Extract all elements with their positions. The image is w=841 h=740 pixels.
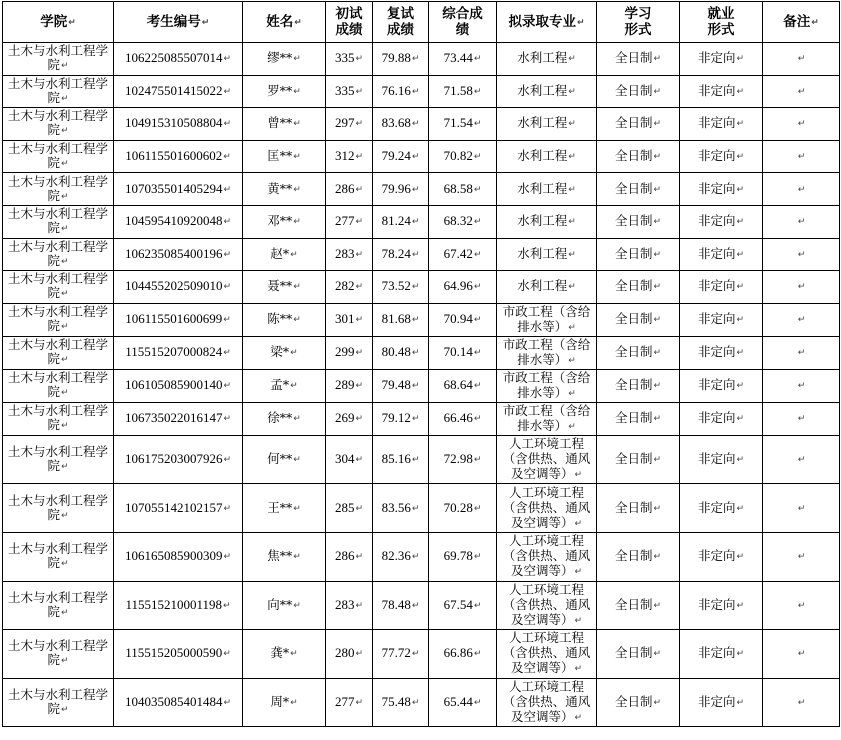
cell-name: 周*↵ — [243, 678, 326, 727]
cell-exam-id: 115515207000824↵ — [114, 336, 243, 369]
cell-name: 向**↵ — [243, 581, 326, 630]
cell-major: 水利工程↵ — [497, 173, 597, 206]
cell-employment-mode: 非定向↵ — [680, 402, 763, 435]
table-row — [3, 140, 840, 173]
cell-remark: ↵ — [763, 43, 840, 76]
header-exam-id: 考生编号↵ — [114, 2, 243, 43]
header-initial-score: 初试 成绩 — [326, 2, 373, 43]
cell-college: 土木与水利工程学院↵ — [3, 402, 114, 435]
table-row — [3, 173, 840, 206]
cell-remark: ↵ — [763, 108, 840, 141]
cell-college: 土木与水利工程学院↵ — [3, 205, 114, 238]
cell-name: 徐**↵ — [243, 402, 326, 435]
cell-total-score: 67.54↵ — [429, 581, 497, 630]
cell-retest-score: 78.24↵ — [373, 238, 429, 271]
cell-name: 陈**↵ — [243, 303, 326, 336]
cell-major: 人工环境工程（含供热、通风及空调等）↵ — [497, 581, 597, 630]
cell-remark: ↵ — [763, 402, 840, 435]
cell-initial-score: 297↵ — [326, 108, 373, 141]
cell-remark: ↵ — [763, 484, 840, 533]
cell-remark: ↵ — [763, 435, 840, 484]
cell-employment-mode: 非定向↵ — [680, 581, 763, 630]
cell-initial-score: 282↵ — [326, 271, 373, 304]
cell-major: 市政工程（含给排水等）↵ — [497, 336, 597, 369]
cell-study-mode: 全日制↵ — [597, 630, 680, 679]
cell-study-mode: 全日制↵ — [597, 108, 680, 141]
cell-employment-mode: 非定向↵ — [680, 271, 763, 304]
cell-exam-id: 107055142102157↵ — [114, 484, 243, 533]
cell-employment-mode: 非定向↵ — [680, 532, 763, 581]
table-row — [3, 271, 840, 304]
cell-college: 土木与水利工程学院↵ — [3, 336, 114, 369]
cell-college: 土木与水利工程学院↵ — [3, 140, 114, 173]
cell-exam-id: 106225085507014↵ — [114, 43, 243, 76]
cell-remark: ↵ — [763, 581, 840, 630]
cell-major: 市政工程（含给排水等）↵ — [497, 303, 597, 336]
table-row — [3, 532, 840, 581]
cell-initial-score: 301↵ — [326, 303, 373, 336]
cell-college: 土木与水利工程学院↵ — [3, 630, 114, 679]
cell-employment-mode: 非定向↵ — [680, 43, 763, 76]
cell-total-score: 70.94↵ — [429, 303, 497, 336]
cell-major: 人工环境工程（含供热、通风及空调等）↵ — [497, 484, 597, 533]
cell-retest-score: 79.88↵ — [373, 43, 429, 76]
cell-employment-mode: 非定向↵ — [680, 369, 763, 402]
cell-college: 土木与水利工程学院↵ — [3, 238, 114, 271]
table-row — [3, 484, 840, 533]
header-row — [3, 2, 840, 43]
cell-retest-score: 79.48↵ — [373, 369, 429, 402]
cell-retest-score: 82.36↵ — [373, 532, 429, 581]
cell-remark: ↵ — [763, 678, 840, 727]
cell-total-score: 70.14↵ — [429, 336, 497, 369]
table-row — [3, 630, 840, 679]
cell-study-mode: 全日制↵ — [597, 271, 680, 304]
cell-name: 曾**↵ — [243, 108, 326, 141]
cell-total-score: 69.78↵ — [429, 532, 497, 581]
cell-study-mode: 全日制↵ — [597, 581, 680, 630]
cell-exam-id: 104595410920048↵ — [114, 205, 243, 238]
cell-study-mode: 全日制↵ — [597, 43, 680, 76]
cell-exam-id: 104035085401484↵ — [114, 678, 243, 727]
header-study-mode: 学习 形式 — [597, 2, 680, 43]
cell-initial-score: 304↵ — [326, 435, 373, 484]
cell-retest-score: 85.16↵ — [373, 435, 429, 484]
cell-college: 土木与水利工程学院↵ — [3, 581, 114, 630]
cell-employment-mode: 非定向↵ — [680, 75, 763, 108]
cell-retest-score: 73.52↵ — [373, 271, 429, 304]
table-row — [3, 435, 840, 484]
cell-remark: ↵ — [763, 532, 840, 581]
cell-college: 土木与水利工程学院↵ — [3, 43, 114, 76]
cell-name: 赵*↵ — [243, 238, 326, 271]
header-retest-score: 复试 成绩 — [373, 2, 429, 43]
cell-employment-mode: 非定向↵ — [680, 108, 763, 141]
cell-retest-score: 83.68↵ — [373, 108, 429, 141]
cell-name: 焦**↵ — [243, 532, 326, 581]
cell-study-mode: 全日制↵ — [597, 75, 680, 108]
cell-remark: ↵ — [763, 205, 840, 238]
cell-total-score: 66.46↵ — [429, 402, 497, 435]
cell-major: 水利工程↵ — [497, 108, 597, 141]
cell-total-score: 66.86↵ — [429, 630, 497, 679]
cell-name: 缪**↵ — [243, 43, 326, 76]
cell-study-mode: 全日制↵ — [597, 140, 680, 173]
cell-college: 土木与水利工程学院↵ — [3, 75, 114, 108]
table-row — [3, 678, 840, 727]
table-row — [3, 581, 840, 630]
cell-initial-score: 312↵ — [326, 140, 373, 173]
cell-remark: ↵ — [763, 303, 840, 336]
cell-exam-id: 106735022016147↵ — [114, 402, 243, 435]
cell-major: 水利工程↵ — [497, 75, 597, 108]
cell-initial-score: 280↵ — [326, 630, 373, 679]
cell-employment-mode: 非定向↵ — [680, 140, 763, 173]
cell-study-mode: 全日制↵ — [597, 303, 680, 336]
cell-exam-id: 106105085900140↵ — [114, 369, 243, 402]
cell-college: 土木与水利工程学院↵ — [3, 678, 114, 727]
cell-total-score: 68.58↵ — [429, 173, 497, 206]
cell-initial-score: 286↵ — [326, 532, 373, 581]
cell-remark: ↵ — [763, 140, 840, 173]
cell-study-mode: 全日制↵ — [597, 402, 680, 435]
header-employment-mode: 就业 形式 — [680, 2, 763, 43]
cell-employment-mode: 非定向↵ — [680, 173, 763, 206]
header-remark: 备注↵ — [763, 2, 840, 43]
cell-name: 罗**↵ — [243, 75, 326, 108]
cell-exam-id: 104455202509010↵ — [114, 271, 243, 304]
cell-employment-mode: 非定向↵ — [680, 435, 763, 484]
cell-college: 土木与水利工程学院↵ — [3, 532, 114, 581]
cell-major: 水利工程↵ — [497, 271, 597, 304]
cell-retest-score: 76.16↵ — [373, 75, 429, 108]
cell-college: 土木与水利工程学院↵ — [3, 108, 114, 141]
header-college: 学院↵ — [3, 2, 114, 43]
cell-name: 孟*↵ — [243, 369, 326, 402]
cell-initial-score: 335↵ — [326, 75, 373, 108]
table-row — [3, 108, 840, 141]
cell-total-score: 73.44↵ — [429, 43, 497, 76]
cell-initial-score: 277↵ — [326, 205, 373, 238]
table-body — [3, 43, 840, 727]
cell-total-score: 71.58↵ — [429, 75, 497, 108]
cell-remark: ↵ — [763, 238, 840, 271]
cell-study-mode: 全日制↵ — [597, 238, 680, 271]
cell-exam-id: 107035501405294↵ — [114, 173, 243, 206]
cell-remark: ↵ — [763, 630, 840, 679]
cell-name: 王**↵ — [243, 484, 326, 533]
cell-study-mode: 全日制↵ — [597, 435, 680, 484]
cell-employment-mode: 非定向↵ — [680, 484, 763, 533]
cell-name: 黄**↵ — [243, 173, 326, 206]
cell-major: 水利工程↵ — [497, 205, 597, 238]
cell-initial-score: 286↵ — [326, 173, 373, 206]
cell-exam-id: 106165085900309↵ — [114, 532, 243, 581]
cell-major: 人工环境工程（含供热、通风及空调等）↵ — [497, 532, 597, 581]
cell-remark: ↵ — [763, 336, 840, 369]
cell-retest-score: 79.12↵ — [373, 402, 429, 435]
cell-exam-id: 104915310508804↵ — [114, 108, 243, 141]
cell-retest-score: 79.24↵ — [373, 140, 429, 173]
table-row — [3, 75, 840, 108]
cell-college: 土木与水利工程学院↵ — [3, 271, 114, 304]
cell-remark: ↵ — [763, 271, 840, 304]
table-row — [3, 205, 840, 238]
cell-initial-score: 289↵ — [326, 369, 373, 402]
table-row — [3, 402, 840, 435]
table-row — [3, 303, 840, 336]
admission-table — [2, 1, 840, 727]
cell-retest-score: 79.96↵ — [373, 173, 429, 206]
cell-initial-score: 283↵ — [326, 238, 373, 271]
cell-study-mode: 全日制↵ — [597, 173, 680, 206]
cell-exam-id: 115515210001198↵ — [114, 581, 243, 630]
cell-total-score: 70.28↵ — [429, 484, 497, 533]
cell-study-mode: 全日制↵ — [597, 678, 680, 727]
cell-retest-score: 83.56↵ — [373, 484, 429, 533]
cell-total-score: 65.44↵ — [429, 678, 497, 727]
cell-name: 梁*↵ — [243, 336, 326, 369]
cell-employment-mode: 非定向↵ — [680, 205, 763, 238]
cell-exam-id: 106235085400196↵ — [114, 238, 243, 271]
cell-total-score: 71.54↵ — [429, 108, 497, 141]
cell-remark: ↵ — [763, 369, 840, 402]
cell-exam-id: 106175203007926↵ — [114, 435, 243, 484]
cell-exam-id: 106115501600699↵ — [114, 303, 243, 336]
cell-college: 土木与水利工程学院↵ — [3, 303, 114, 336]
cell-study-mode: 全日制↵ — [597, 205, 680, 238]
table-row — [3, 238, 840, 271]
cell-name: 何**↵ — [243, 435, 326, 484]
header-total-score: 综合成 绩 — [429, 2, 497, 43]
cell-employment-mode: 非定向↵ — [680, 336, 763, 369]
cell-total-score: 68.32↵ — [429, 205, 497, 238]
cell-name: 聂**↵ — [243, 271, 326, 304]
cell-exam-id: 102475501415022↵ — [114, 75, 243, 108]
table-row — [3, 369, 840, 402]
cell-total-score: 67.42↵ — [429, 238, 497, 271]
cell-study-mode: 全日制↵ — [597, 484, 680, 533]
cell-initial-score: 335↵ — [326, 43, 373, 76]
header-name: 姓名↵ — [243, 2, 326, 43]
table-row — [3, 336, 840, 369]
cell-initial-score: 299↵ — [326, 336, 373, 369]
cell-initial-score: 277↵ — [326, 678, 373, 727]
cell-major: 水利工程↵ — [497, 140, 597, 173]
cell-college: 土木与水利工程学院↵ — [3, 484, 114, 533]
cell-study-mode: 全日制↵ — [597, 336, 680, 369]
cell-initial-score: 283↵ — [326, 581, 373, 630]
cell-employment-mode: 非定向↵ — [680, 678, 763, 727]
cell-retest-score: 75.48↵ — [373, 678, 429, 727]
cell-retest-score: 81.24↵ — [373, 205, 429, 238]
table-row — [3, 43, 840, 76]
cell-retest-score: 77.72↵ — [373, 630, 429, 679]
cell-major: 水利工程↵ — [497, 238, 597, 271]
cell-initial-score: 285↵ — [326, 484, 373, 533]
cell-retest-score: 81.68↵ — [373, 303, 429, 336]
cell-major: 水利工程↵ — [497, 43, 597, 76]
cell-study-mode: 全日制↵ — [597, 369, 680, 402]
cell-employment-mode: 非定向↵ — [680, 630, 763, 679]
cell-major: 市政工程（含给排水等）↵ — [497, 369, 597, 402]
cell-major: 人工环境工程（含供热、通风及空调等）↵ — [497, 678, 597, 727]
cell-college: 土木与水利工程学院↵ — [3, 173, 114, 206]
header-major: 拟录取专业↵ — [497, 2, 597, 43]
cell-name: 匡**↵ — [243, 140, 326, 173]
cell-major: 人工环境工程（含供热、通风及空调等）↵ — [497, 435, 597, 484]
cell-total-score: 64.96↵ — [429, 271, 497, 304]
cell-exam-id: 106115501600602↵ — [114, 140, 243, 173]
cell-initial-score: 269↵ — [326, 402, 373, 435]
cell-study-mode: 全日制↵ — [597, 532, 680, 581]
cell-retest-score: 78.48↵ — [373, 581, 429, 630]
cell-major: 市政工程（含给排水等）↵ — [497, 402, 597, 435]
cell-exam-id: 115515205000590↵ — [114, 630, 243, 679]
cell-total-score: 72.98↵ — [429, 435, 497, 484]
cell-employment-mode: 非定向↵ — [680, 303, 763, 336]
cell-major: 人工环境工程（含供热、通风及空调等）↵ — [497, 630, 597, 679]
cell-remark: ↵ — [763, 173, 840, 206]
cell-college: 土木与水利工程学院↵ — [3, 369, 114, 402]
cell-total-score: 68.64↵ — [429, 369, 497, 402]
cell-college: 土木与水利工程学院↵ — [3, 435, 114, 484]
cell-name: 邓**↵ — [243, 205, 326, 238]
cell-employment-mode: 非定向↵ — [680, 238, 763, 271]
cell-retest-score: 80.48↵ — [373, 336, 429, 369]
cell-total-score: 70.82↵ — [429, 140, 497, 173]
cell-name: 龚*↵ — [243, 630, 326, 679]
cell-remark: ↵ — [763, 75, 840, 108]
